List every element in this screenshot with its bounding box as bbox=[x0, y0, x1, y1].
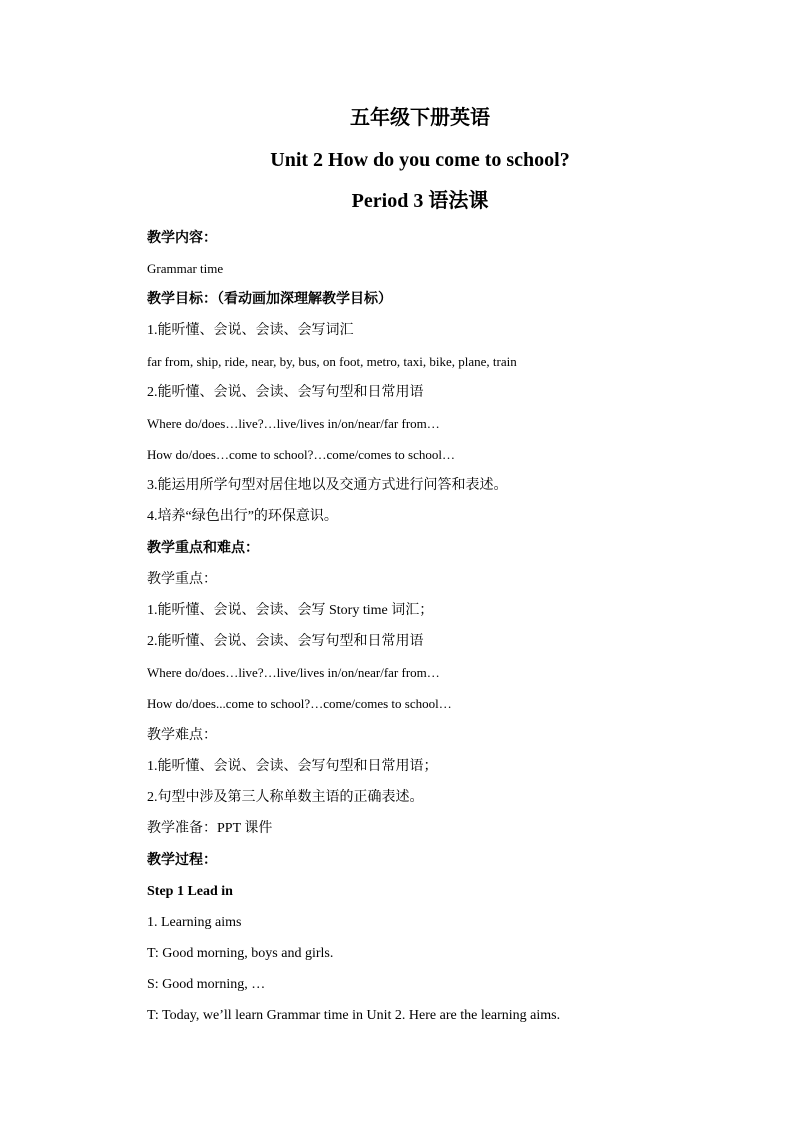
text-line: 2.能听懂、会说、会读、会写句型和日常用语 bbox=[147, 634, 424, 649]
subheading-key-points: 教学重点： bbox=[147, 572, 217, 587]
text-line: How do/does…come to school?…come/comes to school… bbox=[147, 447, 455, 462]
text-line: Grammar time bbox=[147, 261, 224, 276]
unit-heading: Unit 2 How do you come to school? bbox=[270, 149, 570, 171]
text-line: far from, ship, ride, near, by, bus, on foot, metro, taxi, bike, plane, train bbox=[147, 354, 517, 369]
text-line: 2.句型中涉及第三人称单数主语的正确表述。 bbox=[147, 790, 424, 805]
section-heading-content: 教学内容： bbox=[147, 231, 217, 246]
section-heading-key-points: 教学重点和难点： bbox=[147, 541, 259, 556]
text-line: 4.培养“绿色出行”的环保意识。 bbox=[147, 509, 338, 524]
step-heading: Step 1 Lead in bbox=[147, 884, 233, 899]
text-line: How do/does...come to school?…come/comes to school… bbox=[147, 696, 452, 711]
text-line: 3.能运用所学句型对居住地以及交通方式进行问答和表述。 bbox=[147, 478, 508, 493]
text-line: Where do/does…live?…live/lives in/on/near/far from… bbox=[147, 416, 440, 431]
subheading-difficulties: 教学难点： bbox=[147, 728, 217, 743]
period-heading: Period 3 语法课 bbox=[351, 190, 489, 212]
section-heading-process: 教学过程： bbox=[147, 853, 217, 868]
document-title: 五年级下册英语 bbox=[350, 107, 490, 129]
text-line: T: Today, we’ll learn Grammar time in Unit 2. Here are the learning aims. bbox=[147, 1008, 561, 1023]
text-line: 1. Learning aims bbox=[147, 915, 242, 930]
text-line-preparation: 教学准备：PPT 课件 bbox=[147, 821, 273, 836]
text-line: T: Good morning, boys and girls. bbox=[147, 946, 334, 961]
text-line: Where do/does…live?…live/lives in/on/near/far from… bbox=[147, 665, 440, 680]
text-line: 2.能听懂、会说、会读、会写句型和日常用语 bbox=[147, 385, 424, 400]
text-line: 1.能听懂、会说、会读、会写词汇 bbox=[147, 323, 354, 338]
section-heading-objectives: 教学目标：（看动画加深理解教学目标） bbox=[147, 292, 392, 307]
text-line: 1.能听懂、会说、会读、会写 Story time 词汇； bbox=[147, 603, 434, 618]
text-line: 1.能听懂、会说、会读、会写句型和日常用语； bbox=[147, 759, 438, 774]
text-line: S: Good morning, … bbox=[147, 977, 266, 992]
